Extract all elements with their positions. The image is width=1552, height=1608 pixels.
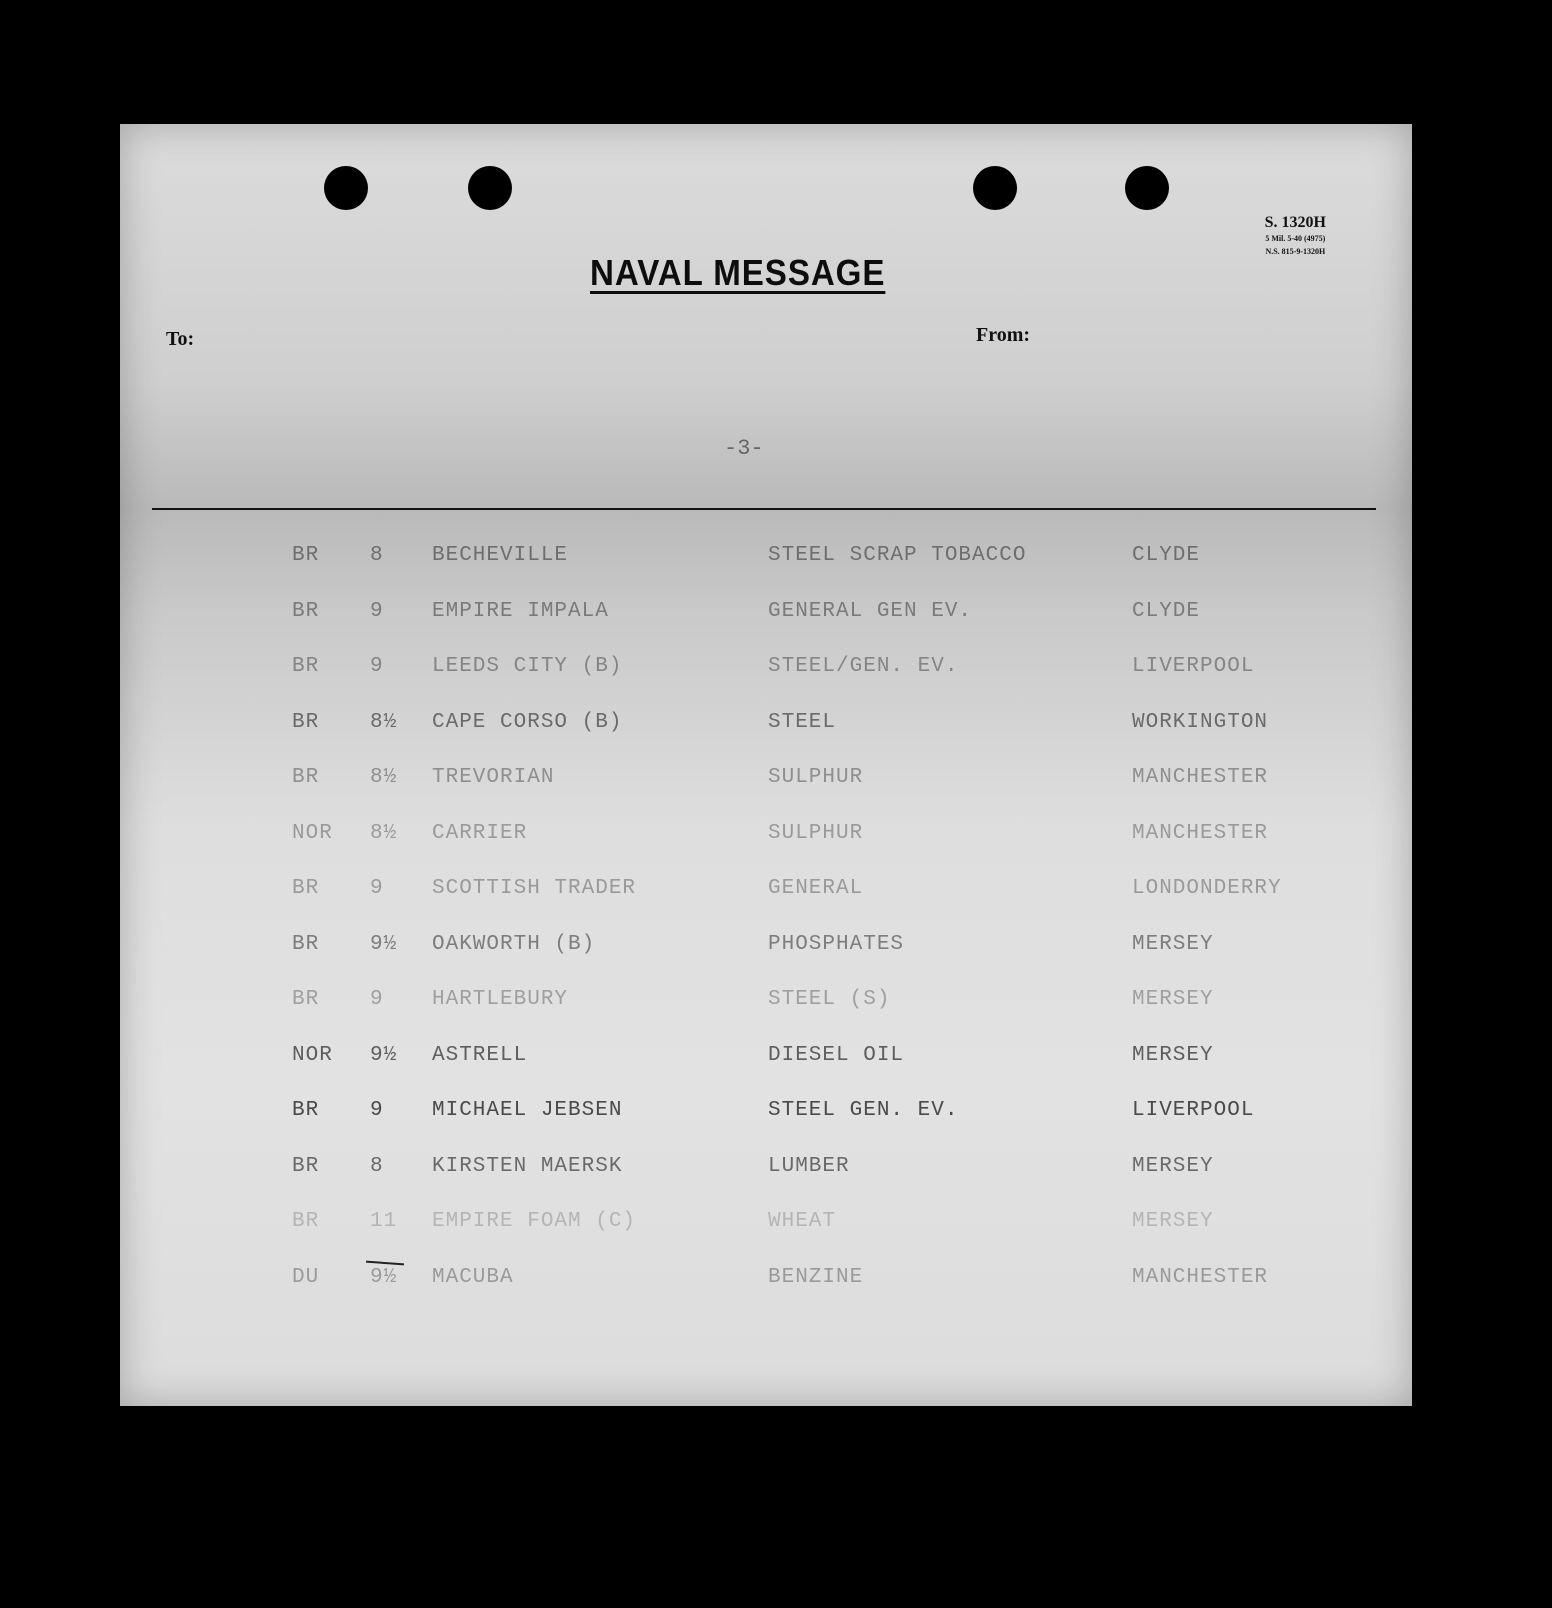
punch-hole <box>468 166 512 210</box>
ship-speed: 9½ <box>370 1043 398 1067</box>
ship-speed: 11 <box>370 1210 398 1233</box>
ship-destination: MERSEY <box>1132 988 1214 1011</box>
page-title: NAVAL MESSAGE <box>590 252 886 293</box>
ship-flag: BR <box>292 877 320 900</box>
to-label: To: <box>166 328 195 350</box>
ship-name: BECHEVILLE <box>432 544 569 567</box>
form-code: S. 1320H <box>1264 214 1326 231</box>
ship-flag: BR <box>292 544 320 567</box>
ship-speed: 9 <box>370 1099 384 1122</box>
ship-flag: BR <box>292 932 320 956</box>
ship-cargo: STEEL <box>768 710 837 734</box>
ship-row <box>120 701 1412 757</box>
ship-speed: 8½ <box>370 766 398 789</box>
ship-cargo: STEEL/GEN. EV. <box>768 655 959 678</box>
ship-cargo: SULPHUR <box>768 766 864 789</box>
ship-name: HARTLEBURY <box>432 988 569 1011</box>
ship-name: MICHAEL JEBSEN <box>432 1099 623 1122</box>
ship-speed: 8½ <box>370 710 398 734</box>
ship-speed: 9 <box>370 988 384 1011</box>
ship-name: CARRIER <box>432 821 528 845</box>
ship-destination: CLYDE <box>1132 599 1201 623</box>
ship-name: LEEDS CITY (B) <box>432 655 623 678</box>
ship-row <box>120 534 1412 590</box>
ship-cargo: STEEL (S) <box>768 988 891 1011</box>
ship-speed: 8 <box>370 1154 384 1178</box>
ship-row <box>120 1089 1412 1145</box>
ship-flag: BR <box>292 1210 320 1233</box>
ship-name: CAPE CORSO (B) <box>432 710 623 734</box>
ship-flag: BR <box>292 1099 320 1122</box>
ship-speed: 9 <box>370 655 384 678</box>
form-print-code: 5 Mil. 5-40 (4975) <box>1265 234 1326 243</box>
ship-row <box>120 590 1412 646</box>
ship-speed: 9 <box>370 599 384 623</box>
ship-cargo: BENZINE <box>768 1265 864 1289</box>
punch-hole <box>973 166 1017 210</box>
ship-speed: 8 <box>370 544 384 567</box>
ship-row <box>120 1145 1412 1201</box>
ship-speed: 9½ <box>370 932 398 956</box>
ship-row <box>120 978 1412 1034</box>
ship-destination: MERSEY <box>1132 1210 1214 1233</box>
from-label: From: <box>976 324 1031 346</box>
ship-speed: 9½ <box>370 1265 398 1289</box>
page-number: -3- <box>724 436 764 461</box>
punch-hole <box>1125 166 1169 210</box>
ship-cargo: LUMBER <box>768 1154 850 1178</box>
ship-flag: DU <box>292 1265 320 1289</box>
ship-name: EMPIRE IMPALA <box>432 599 609 623</box>
ship-destination: LIVERPOOL <box>1132 655 1255 678</box>
ship-name: TREVORIAN <box>432 766 555 789</box>
ship-row <box>120 923 1412 979</box>
naval-message-form <box>120 124 1412 1406</box>
ship-row <box>120 867 1412 923</box>
ship-list <box>120 534 1412 1311</box>
ship-destination: MERSEY <box>1132 1154 1214 1178</box>
ship-destination: LIVERPOOL <box>1132 1099 1255 1122</box>
ship-speed: 8½ <box>370 821 398 845</box>
ship-row <box>120 1034 1412 1090</box>
ship-cargo: DIESEL OIL <box>768 1043 905 1067</box>
ship-cargo: GENERAL GEN EV. <box>768 599 973 623</box>
ship-destination: WORKINGTON <box>1132 710 1269 734</box>
ship-name: KIRSTEN MAERSK <box>432 1154 623 1178</box>
ship-flag: BR <box>292 988 320 1011</box>
ship-flag: NOR <box>292 821 333 845</box>
punch-hole <box>324 166 368 210</box>
ship-name: ASTRELL <box>432 1043 528 1067</box>
ship-destination: MERSEY <box>1132 1043 1214 1067</box>
ship-flag: NOR <box>292 1043 333 1067</box>
ship-row <box>120 812 1412 868</box>
pencil-mark <box>366 1260 404 1265</box>
ship-cargo: WHEAT <box>768 1210 837 1233</box>
ship-flag: BR <box>292 599 320 623</box>
ship-destination: MANCHESTER <box>1132 766 1269 789</box>
ship-destination: MANCHESTER <box>1132 1265 1269 1289</box>
ship-cargo: STEEL SCRAP TOBACCO <box>768 544 1027 567</box>
ship-flag: BR <box>292 766 320 789</box>
ship-destination: MANCHESTER <box>1132 821 1269 845</box>
ship-row <box>120 1256 1412 1312</box>
ship-name: MACUBA <box>432 1265 514 1289</box>
ship-cargo: STEEL GEN. EV. <box>768 1099 959 1122</box>
ship-speed: 9 <box>370 877 384 900</box>
ship-destination: CLYDE <box>1132 544 1201 567</box>
ship-destination: LONDONDERRY <box>1132 877 1282 900</box>
ship-cargo: GENERAL <box>768 877 864 900</box>
ship-cargo: PHOSPHATES <box>768 932 905 956</box>
ship-flag: BR <box>292 1154 320 1178</box>
ship-row <box>120 756 1412 812</box>
ship-destination: MERSEY <box>1132 932 1214 956</box>
ship-row <box>120 1200 1412 1256</box>
ship-name: SCOTTISH TRADER <box>432 877 637 900</box>
form-code-block <box>1265 214 1326 258</box>
ship-row <box>120 645 1412 701</box>
ship-flag: BR <box>292 655 320 678</box>
ship-name: EMPIRE FOAM (C) <box>432 1210 637 1233</box>
ship-cargo: SULPHUR <box>768 821 864 845</box>
header-divider <box>152 508 1376 510</box>
ship-name: OAKWORTH (B) <box>432 932 596 956</box>
form-ns-code: N.S. 815-9-1320H <box>1265 247 1326 256</box>
ship-flag: BR <box>292 710 320 734</box>
